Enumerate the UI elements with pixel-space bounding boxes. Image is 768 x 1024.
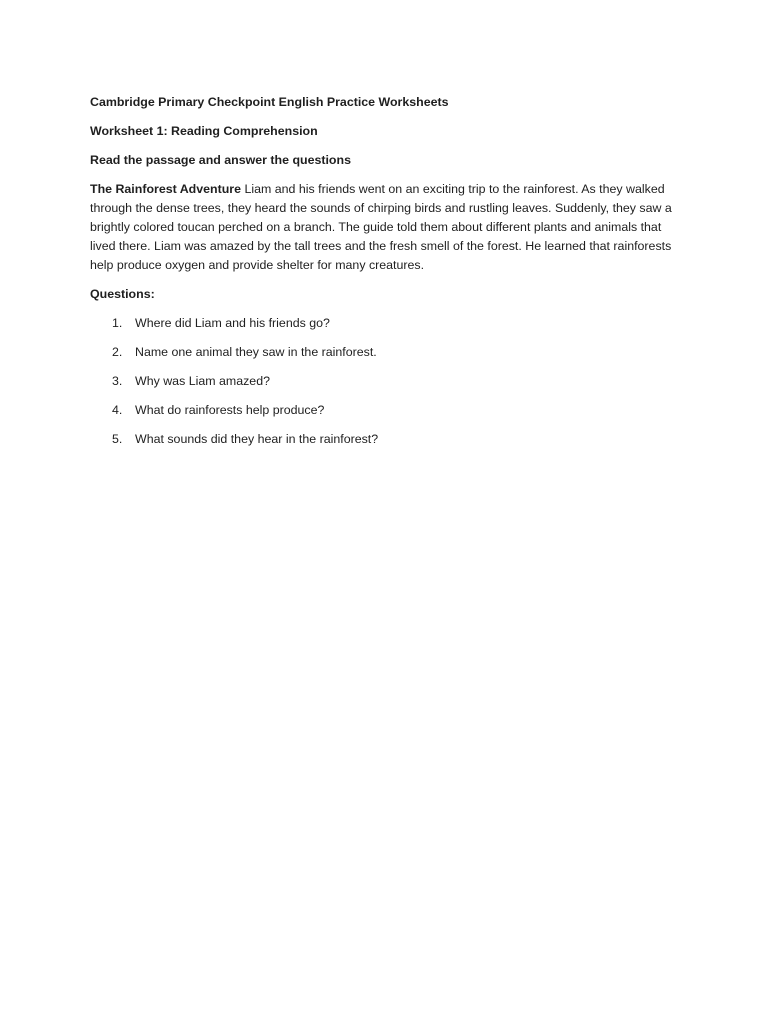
instruction-text: Read the passage and answer the questions (90, 153, 351, 167)
question-number: 1. (112, 316, 123, 330)
question-item (90, 343, 688, 362)
reading-passage (90, 180, 680, 275)
question-number: 5. (112, 432, 123, 446)
question-number: 2. (112, 345, 123, 359)
question-number: 3. (112, 374, 123, 388)
passage-title: The Rainforest Adventure (90, 182, 242, 196)
question-text: Where did Liam and his friends go? (135, 316, 330, 330)
questions-list (90, 314, 688, 449)
question-item (90, 314, 688, 333)
question-text: Name one animal they saw in the rainforest. (135, 345, 377, 359)
worksheet-heading: Worksheet 1: Reading Comprehension (90, 124, 318, 138)
question-item (90, 430, 688, 449)
passage-body: Liam and his friends went on an exciting trip to the rainforest. As they walked through the dense trees, they heard the sounds of chirping birds and rustling leaves. Suddenly, they saw a brightly colored toucan perched on a branch. The guide told them about different plants and animals that lived there. Liam was amazed by the tall trees and the fresh smell of the forest. He learned that rainforests help produce oxygen and provide shelter for many creatures. (90, 182, 672, 272)
question-text: What do rainforests help produce? (135, 403, 325, 417)
document-title: Cambridge Primary Checkpoint English Practice Worksheets (90, 95, 449, 109)
question-item (90, 372, 688, 391)
questions-heading: Questions: (90, 287, 155, 301)
question-text: What sounds did they hear in the rainforest? (135, 432, 379, 446)
question-number: 4. (112, 403, 123, 417)
question-item (90, 401, 688, 420)
question-text: Why was Liam amazed? (135, 374, 270, 388)
